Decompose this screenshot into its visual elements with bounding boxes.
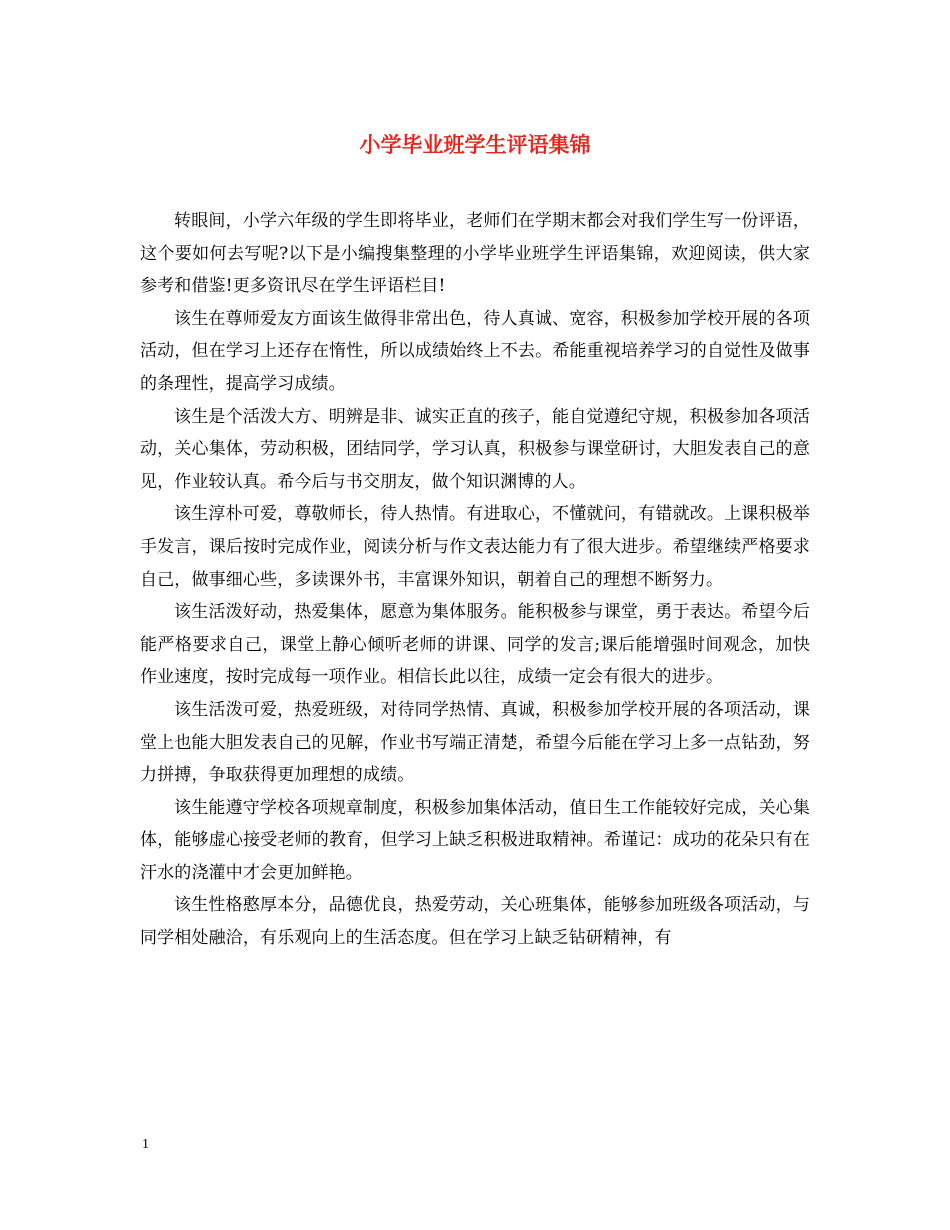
paragraph-intro: 转眼间，小学六年级的学生即将毕业，老师们在学期末都会对我们学生写一份评语，这个要如何去写呢?以下是小编搜集整理的小学毕业班学生评语集锦，欢迎阅读，供大家参考和借鉴!更多资讯尽在学生评语栏目!: [140, 211, 810, 297]
paragraph-comment-7: 该生性格憨厚本分，品德优良，热爱劳动，关心班集体，能够参加班级各项活动，与同学相处融洽，有乐观向上的生活态度。但在学习上缺乏钻研精神，有: [140, 895, 810, 949]
paragraph-comment-6: 该生能遵守学校各项规章制度，积极参加集体活动，值日生工作能较好完成，关心集体，能够虚心接受老师的教育，但学习上缺乏积极进取精神。希谨记：成功的花朵只有在汗水的浇灌中才会更加鲜艳。: [140, 797, 810, 883]
paragraph-comment-2: 该生是个活泼大方、明辨是非、诚实正直的孩子，能自觉遵纪守规，积极参加各项活动，关心集体，劳动积极，团结同学，学习认真，积极参与课堂研讨，大胆发表自己的意见，作业较认真。希今后与书交朋友，做个知识渊博的人。: [140, 406, 810, 492]
paragraph-comment-4: 该生活泼好动，热爱集体，愿意为集体服务。能积极参与课堂，勇于表达。希望今后能严格要求自己，课堂上静心倾听老师的讲课、同学的发言;课后能增强时间观念，加快作业速度，按时完成每一项作业。相信长此以往，成绩一定会有很大的进步。: [140, 602, 810, 688]
paragraph-comment-3: 该生淳朴可爱，尊敬师长，待人热情。有进取心，不懂就问，有错就改。上课积极举手发言，课后按时完成作业，阅读分析与作文表达能力有了很大进步。希望继续严格要求自己，做事细心些，多读课外书，丰富课外知识，朝着自己的理想不断努力。: [140, 504, 810, 590]
document-body: [140, 205, 810, 955]
paragraph-comment-5: 该生活泼可爱，热爱班级，对待同学热情、真诚，积极参加学校开展的各项活动，课堂上也能大胆发表自己的见解，作业书写端正清楚，希望今后能在学习上多一点钻劲，努力拼搏，争取获得更加理想的成绩。: [140, 699, 810, 786]
paragraph-comment-1: 该生在尊师爱友方面该生做得非常出色，待人真诚、宽容，积极参加学校开展的各项活动，但在学习上还存在惰性，所以成绩始终上不去。希能重视培养学习的自觉性及做事的条理性，提高学习成绩。: [140, 308, 810, 394]
document-title: 小学毕业班学生评语集锦: [359, 133, 591, 157]
page-number: 1: [142, 1137, 149, 1152]
